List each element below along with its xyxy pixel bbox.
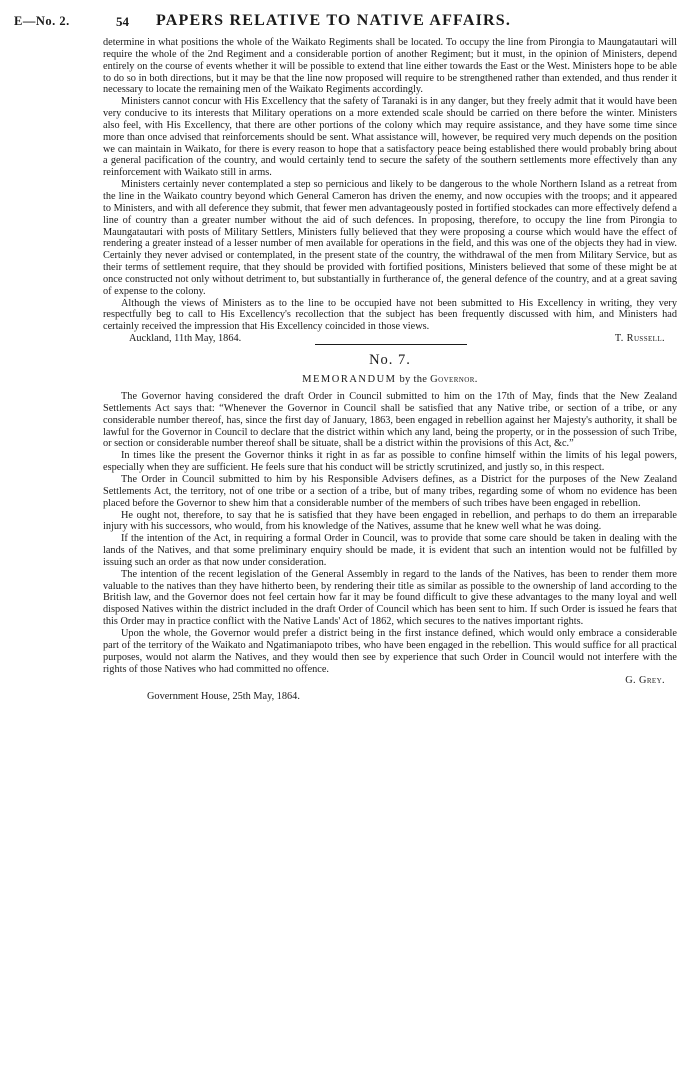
paragraph: In times like the present the Governor thinks it right in as far as possible to confine himself within the limits of his legal powers, especially when they are sufficient. He feels sure that his conduct will be strictly scrutinized, and justly so, in this respect. — [103, 450, 677, 474]
signoff-row — [103, 333, 677, 346]
memorandum-heading — [103, 374, 677, 385]
paragraph: The Governor having considered the draft Order in Council submitted to him on the 17th of May, finds that the New Zealand Settlements Act says that: “Whenever the Governor in Council shall be satisfied that any Native tribe, or section of a tribe, or any considerable number thereof, has, since the first day of January, 1863, been engaged in rebellion against her Majesty's authority, it shall be lawful for the Governor in Council to declare that the district within which any land, being the property, or in the possession of such Tribe, or section or considerable number thereof shall be situate, shall be a district within the provisions of this Act, &c.” — [103, 391, 677, 450]
signature: T. Russell. — [614, 333, 665, 345]
paragraph: Ministers cannot concur with His Excellency that the safety of Taranaki is in any danger, but they freely admit that it would have been very conducive to its interests that Military operations on a more extended scale should be carried on there before the winter. Ministers also feel, with His Excellency, that there are other portions of the colony which may require assistance, and they have some time since more than once advised that reinforcements should be sent. What assistance will, however, be required very much depends on the position we can maintain in Waikato, for there is every reason to hope that a satisfactory peace being established there would probably bring about a general pacification of the country, and would certainly tend to secure the safety of the southern settlements more effectively than any reinforcement with Waikato still in arms. — [103, 96, 677, 179]
running-title: PAPERS RELATIVE TO NATIVE AFFAIRS. — [156, 12, 512, 29]
page-number: 54 — [116, 14, 129, 29]
place-date-line: Auckland, 11th May, 1864. — [129, 333, 242, 345]
memorandum-by: by the — [399, 374, 428, 386]
section-rule — [315, 344, 467, 345]
document-reference: E—No. 2. — [14, 14, 70, 28]
paragraph: Ministers certainly never contemplated a step so pernicious and likely to be dangerous to the whole Northern Island as a retreat from the line in the Waikato country beyond which General Cameron has driven the enemy, and now occupies with the troops; and it appeared to Ministers, and with all deference they submit, that fewer men advantageously posted in fortified stockades can more effectively defend a line of country than a greater number without the aid of such defences. In proposing, therefore, to occupy the line from Pirongia to Maungatautari with posts of Military Settlers, Ministers fully believed that they were proposing a course which would have the effect of rendering a greater instead of a lesser number of men available for operations in the field, and this was one of the objects they had in view. Certainly they never advised or contemplated, in the present state of the country, the withdrawal of the men from Military Service, but as their terms of settlement require, that they should be provided with fortified positions, Ministers believed that some of these might be at once constructed not only without detriment to, but substantially in furtherance of, the general defence of the country, and at a great saving of expense to the colony. — [103, 179, 677, 297]
paragraph: The Order in Council submitted to him by his Responsible Advisers defines, as a District for the purposes of the New Zealand Settlements Act, the territory, not of one tribe or a section of a tribe, but of many tribes, regarding some of whom no evidence has been placed before the Governor to shew him that a considerable number of the members of such tribes have been engaged in rebellion. — [103, 474, 677, 509]
memorandum-title: MEMORANDUM — [302, 374, 397, 386]
paragraph: Upon the whole, the Governor would prefer a district being in the first instance defined, which would only embrace a considerable part of the territory of the Waikato and Ngatimaniapoto tribes, who have been engaged in the rebellion. This would suffice for all practical purposes, would not alarm the Natives, and they would then see by experience that such Order in Council would not interfere with the rights of those Natives who had committed no offence. — [103, 627, 677, 675]
page-header — [14, 14, 682, 38]
paragraph: He ought not, therefore, to say that he is satisfied that they have been engaged in rebellion, and perhaps to do them an irreparable injury with his successors, who would, from his knowledge of the Natives, assume that he knew well what he was doing. — [103, 509, 677, 533]
paragraph: The intention of the recent legislation of the General Assembly in regard to the lands of the Natives, has been to render them more valuable to the natives than they have hitherto been, by rendering their title as similar as possible to the ownership of land according to the British law, and the Governor does not feel certain how far it may be found difficult to give these advantages to the many loyal and well disposed Natives within the district included in the draft Order of Council which has been sent to him. If such Order is issued he fears that this Order may in practice conflict with the Native Lands' Act of 1862, which secures to the natives important rights. — [103, 568, 677, 628]
place-date-line: Government House, 25th May, 1864. — [147, 691, 300, 703]
page-body — [103, 37, 677, 703]
paragraph: Although the views of Ministers as to the line to be occupied have not been submitted to His Excellency in writing, they very respectfully beg to call to His Excellency's recollection that the subject has been frequently discussed with him, and Ministers had certainly received the impression that His Excellency coincided in those views. — [103, 297, 677, 333]
paragraph-continued: determine in what positions the whole of the Waikato Regiments shall be located. To occupy the line from Pirongia to Maungatautari will require the whole of the 2nd Regiment and a considerable portion of another Regiment; but it must, in the opinion of Ministers, depend entirely on the course of events whether it will be possible to extend that line either towards the East or the West. Ministers hope to be able to do so in both directions, but it may be that the line now proposed will require to be strengthened rather than extended, and thus render it necessary to locate the remaining men of the Waikato Regiments accordingly. — [103, 37, 677, 96]
memorandum-author: Governor. — [430, 374, 478, 386]
paragraph: If the intention of the Act, in requiring a formal Order in Council, was to provide that some care should be taken in dealing with the lands of the Natives, and that some preliminary enquiry should be made, it is evident that such an intention would not be fulfilled by issuing such an order as that now under consideration. — [103, 533, 677, 568]
section-number: No. 7. — [369, 352, 411, 369]
signature: G. Grey. — [625, 675, 665, 687]
